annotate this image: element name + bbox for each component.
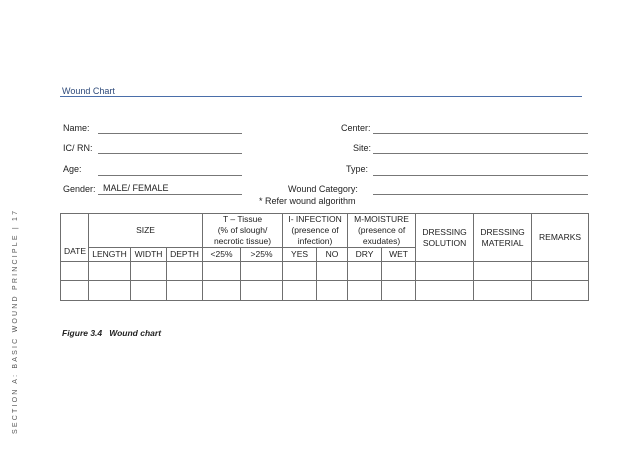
tissue-line-1: T – Tissue (223, 214, 263, 224)
table-cell[interactable] (416, 281, 474, 301)
dressing-material-line-1: DRESSING (480, 226, 525, 237)
ic-label: IC/ RN: (63, 143, 93, 153)
moisture-line-2: (presence of (357, 225, 406, 235)
dressing-solution-line-2: SOLUTION (422, 237, 467, 248)
remarks-header: REMARKS (532, 214, 589, 262)
dressing-solution-line-1: DRESSING (422, 226, 467, 237)
table-cell[interactable] (203, 281, 241, 301)
name-label: Name: (63, 123, 90, 133)
tissue-header (203, 214, 283, 248)
infection-line-3: infection) (297, 236, 333, 246)
type-label: Type: (346, 164, 369, 174)
figure-caption: Figure 3.4 Wound chart (62, 328, 162, 338)
table-cell[interactable] (317, 281, 348, 301)
infection-header (283, 214, 348, 248)
site-label: Site: (353, 143, 372, 153)
moisture-line-3: exudates) (362, 236, 401, 246)
tissue-line-3: necrotic tissue) (213, 236, 272, 246)
table-cell[interactable] (167, 262, 203, 281)
moisture-line-1: M-MOISTURE (354, 214, 409, 224)
wet-header: WET (382, 248, 416, 262)
section-side-label: SECTION A: BASIC WOUND PRINCIPLE | 17 (12, 208, 19, 434)
dry-header: DRY (348, 248, 382, 262)
length-header: LENGTH (89, 248, 131, 262)
table-cell[interactable] (241, 262, 283, 281)
header-row (61, 214, 589, 248)
table-cell[interactable] (532, 281, 589, 301)
table-cell[interactable] (61, 262, 89, 281)
infection-line-2: (presence of (291, 225, 339, 235)
wound-chart-table (60, 213, 589, 301)
wound-category-field[interactable] (373, 194, 588, 195)
chart-title: Wound Chart (62, 86, 115, 96)
date-header: DATE (61, 214, 89, 262)
table-cell[interactable] (416, 262, 474, 281)
table-cell[interactable] (203, 262, 241, 281)
width-header: WIDTH (131, 248, 167, 262)
table-cell[interactable] (348, 262, 382, 281)
table-cell[interactable] (382, 281, 416, 301)
depth-header: DEPTH (167, 248, 203, 262)
table-cell[interactable] (283, 262, 317, 281)
type-field[interactable] (373, 175, 588, 176)
infection-line-1: I- INFECTION (288, 214, 342, 224)
table-cell[interactable] (131, 281, 167, 301)
no-header: NO (317, 248, 348, 262)
title-divider (60, 96, 582, 97)
age-label: Age: (63, 164, 82, 174)
center-label: Center: (341, 123, 371, 133)
table-cell[interactable] (317, 262, 348, 281)
moisture-header (348, 214, 416, 248)
table-cell[interactable] (474, 281, 532, 301)
table-cell[interactable] (89, 281, 131, 301)
dressing-solution-header (416, 214, 474, 262)
size-header: SIZE (89, 214, 203, 248)
table-cell[interactable] (61, 281, 89, 301)
gender-value: MALE/ FEMALE (103, 183, 169, 193)
table-row (61, 281, 589, 301)
table-cell[interactable] (167, 281, 203, 301)
yes-header: YES (283, 248, 317, 262)
ic-field[interactable] (98, 153, 242, 154)
name-field[interactable] (98, 133, 242, 134)
refer-note: * Refer wound algorithm (259, 196, 356, 206)
table-cell[interactable] (89, 262, 131, 281)
table-cell[interactable] (474, 262, 532, 281)
table-cell[interactable] (283, 281, 317, 301)
table-row (61, 262, 589, 281)
center-field[interactable] (373, 133, 588, 134)
table-cell[interactable] (532, 262, 589, 281)
gender-field[interactable] (98, 194, 242, 195)
wound-category-label: Wound Category: (288, 184, 358, 194)
table-cell[interactable] (241, 281, 283, 301)
site-field[interactable] (373, 153, 588, 154)
table-cell[interactable] (382, 262, 416, 281)
table-cell[interactable] (348, 281, 382, 301)
gt25-header: >25% (241, 248, 283, 262)
table-cell[interactable] (131, 262, 167, 281)
gender-label: Gender: (63, 184, 96, 194)
tissue-line-2: (% of slough/ (217, 225, 268, 235)
dressing-material-header (474, 214, 532, 262)
age-field[interactable] (98, 175, 242, 176)
dressing-material-line-2: MATERIAL (481, 237, 524, 248)
lt25-header: <25% (203, 248, 241, 262)
